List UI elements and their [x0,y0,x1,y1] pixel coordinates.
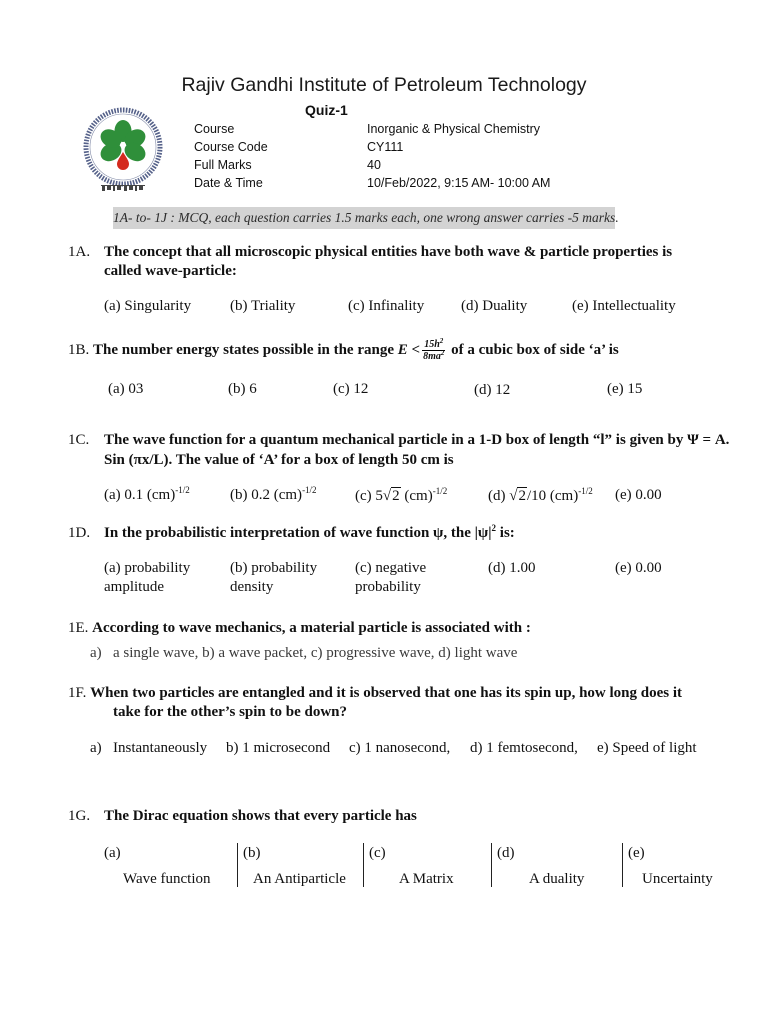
option-c-line2: probability [355,579,421,595]
option-b-answer: An Antiparticle [253,871,346,887]
option-a: (a) Singularity [104,298,192,314]
option-a [104,486,190,504]
radicand: 2 [518,488,526,504]
option-b: (b) Triality [230,298,296,314]
fraction-denominator [422,351,445,362]
info-value-course: Inorganic & Physical Chemistry [367,122,540,136]
question-text-end: of a cubic box of side ‘a’ is [451,341,619,358]
numerator-text: 15h [424,339,440,350]
root-divisor: /10 [526,488,547,504]
option-b: b) 1 microsecond [226,740,331,756]
question-text-line: Sin (πx/L). The value of ‘A’ for a box of length 50 cm is [104,452,454,468]
square-root-sign: √ [382,488,392,504]
option-e: (e) 15 [607,381,643,397]
option-b-letter: (b) [243,845,261,861]
option-text: (d) [488,488,510,504]
question-number: 1D. [68,525,91,541]
option-text: (b) 0.2 (cm) [230,487,303,503]
option-c: c) 1 nanosecond, [349,740,451,756]
option-a-line1: (a) probability [104,560,191,576]
info-value-date-time: 10/Feb/2022, 9:15 AM- 10:00 AM [367,176,551,190]
quiz-title: Quiz-1 [305,102,348,118]
option-list: a single wave, b) a wave packet, c) progressive wave, d) light wave [113,645,518,661]
option-c [355,487,447,505]
info-label-course: Course [194,122,235,136]
column-divider [491,843,492,887]
question-text: When two particles are entangled and it is observed that one has its spin up, how long does it [90,685,683,701]
option-b-line1: (b) probability [230,560,318,576]
option-exponent: -1/2 [302,485,317,495]
square-root-sign: √ [509,488,518,504]
question-text-line: The wave function for a quantum mechanical particle in a 1-D box of length “l” is given by Ψ = A. [104,432,730,448]
question-line [68,619,531,637]
question-text: The number energy states possible in the range [93,341,394,358]
question-number: 1E. [68,620,89,636]
option-e: (e) 0.00 [615,560,662,576]
question-text: The Dirac equation shows that every particle has [104,808,417,824]
question-text [104,524,515,542]
option-a-marker: a) [90,740,102,756]
denominator-text: 8ma [423,351,441,362]
question-number: 1C. [68,432,90,448]
option-d: (d) 1.00 [488,560,536,576]
energy-fraction [422,339,445,362]
option-text: (c) 5 [355,488,383,504]
column-divider [237,843,238,887]
option-e-answer: Uncertainty [642,871,713,887]
column-divider [622,843,623,887]
option-c: (c) 12 [333,381,369,397]
info-label-course-code: Course Code [194,140,268,154]
column-divider [363,843,364,887]
info-label-date-time: Date & Time [194,176,263,190]
option-exponent: -1/2 [175,485,190,495]
info-label-full-marks: Full Marks [194,158,252,172]
denominator-exponent: 2 [440,349,445,357]
option-text: (a) 0.1 (cm) [104,487,176,503]
question-text-line: called wave-particle: [104,263,237,279]
option-d-letter: (d) [497,845,515,861]
option-marker: a) [90,645,102,661]
instructions-text: 1A- to- 1J : MCQ, each question carries 1.5 marks each, one wrong answer carries -5 marks [113,207,615,229]
option-b [230,486,317,504]
option-e: (e) 0.00 [615,487,662,503]
institute-logo [80,100,170,200]
energy-variable: E [397,341,408,358]
option-d-answer: A duality [529,871,585,887]
option-e-letter: (e) [628,845,645,861]
question-number: 1A. [68,244,91,260]
option-exponent: -1/2 [432,486,448,496]
option-a: Instantaneously [113,740,208,756]
question-text: According to wave mechanics, a material particle is associated with : [92,620,531,636]
option-a-line2: amplitude [104,579,164,595]
option-d: (d) Duality [461,298,528,314]
less-than-sign: < [411,341,421,358]
question-text-line: take for the other’s spin to be down? [113,704,348,720]
question-text-line: The concept that all microscopic physical entities have both wave & particle properties is [104,244,673,260]
option-c: (c) Infinality [348,298,425,314]
question-line [68,339,619,362]
option-c-answer: A Matrix [399,871,454,887]
range-formula [397,337,448,362]
radicand: 2 [392,488,400,504]
option-e: (e) Intellectuality [572,298,676,314]
question-text-end: is: [496,525,515,541]
numerator-exponent: 2 [439,337,444,345]
question-number: 1G. [68,808,91,824]
option-d: d) 1 femtosecond, [470,740,578,756]
instructions-end: . [615,210,619,225]
question-exponent: 2 [491,523,497,533]
option-c-line1: (c) negative [355,560,427,576]
question-line [68,684,682,702]
option-a-answer: Wave function [123,871,211,887]
question-number: 1F. [68,685,87,701]
option-e: e) Speed of light [597,740,697,756]
logo-emblem-icon [80,100,170,200]
option-c-letter: (c) [369,845,386,861]
info-value-course-code: CY111 [367,140,404,154]
option-unit: (cm) [400,488,433,504]
option-exponent: -1/2 [578,486,593,496]
option-b-line2: density [230,579,274,595]
info-value-full-marks: 40 [367,158,381,172]
institute-name: Rajiv Gandhi Institute of Petroleum Technology [181,74,587,96]
option-unit: (cm) [546,488,579,504]
option-a-letter: (a) [104,845,121,861]
instructions-banner [113,207,619,229]
option-d: (d) 12 [474,382,511,398]
option-a: (a) 03 [108,381,144,397]
question-text-main: In the probabilistic interpretation of wave function ψ, the |ψ| [104,525,492,541]
option-d [488,487,593,505]
option-b: (b) 6 [228,381,257,397]
question-number: 1B. [68,341,90,358]
